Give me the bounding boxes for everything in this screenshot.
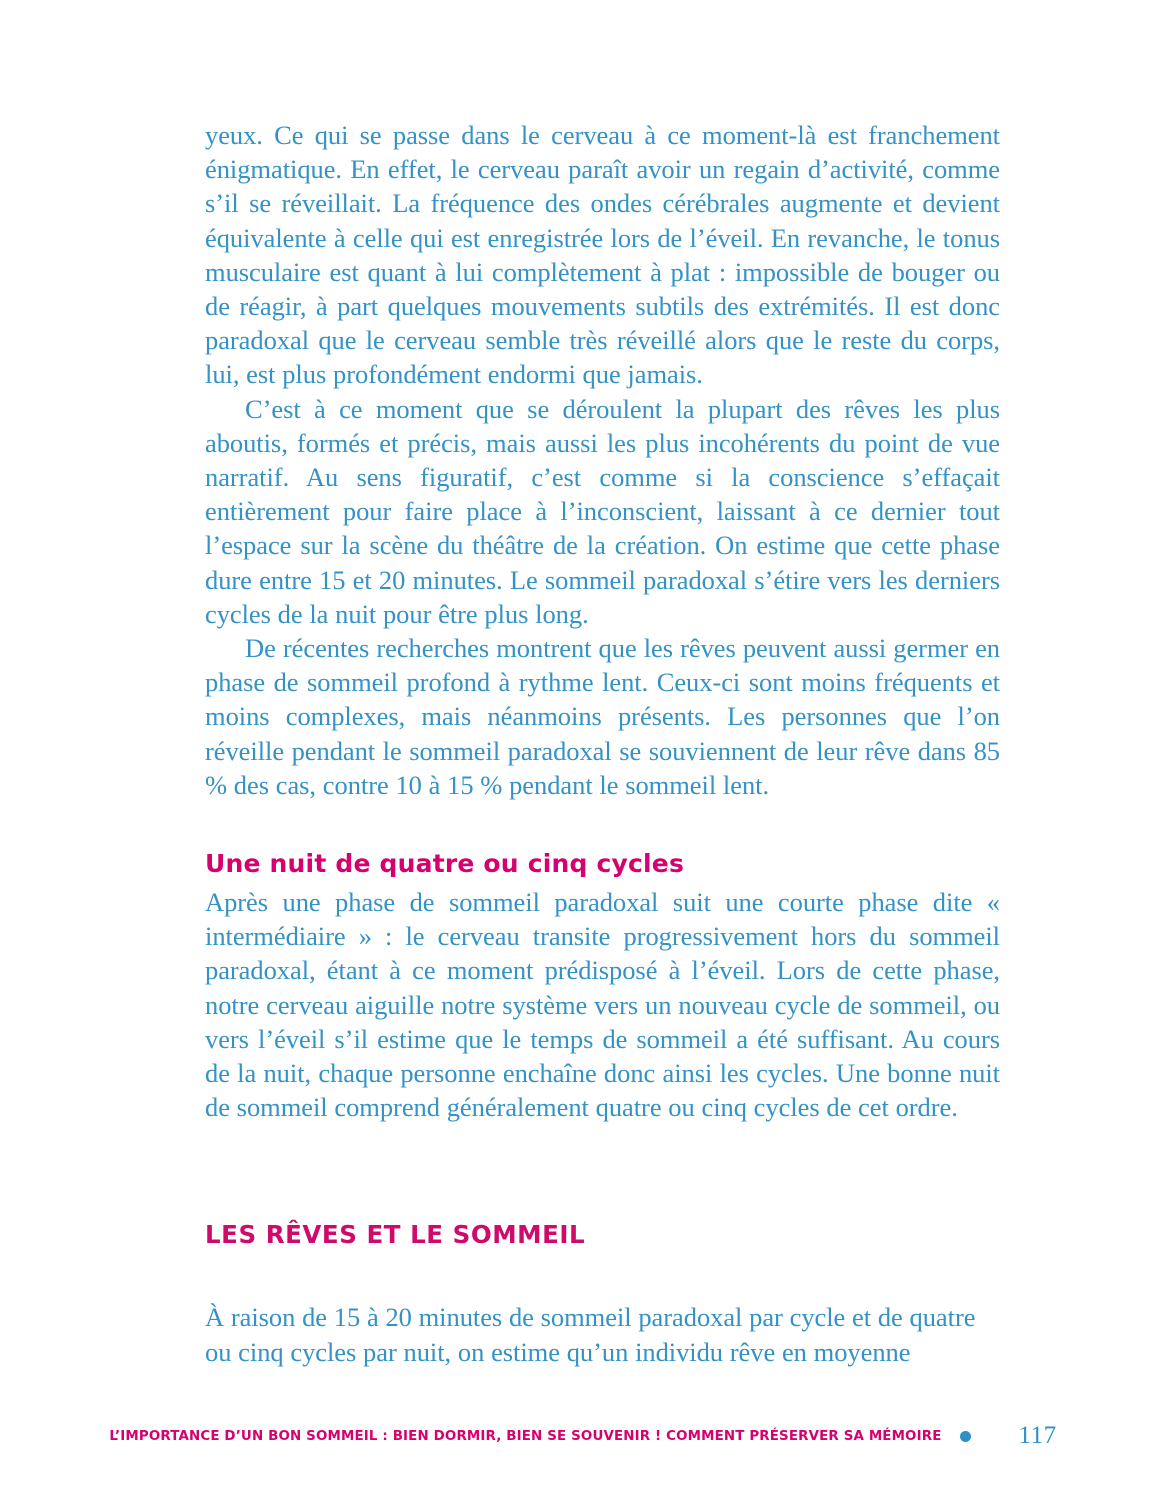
paragraph-1: yeux. Ce qui se passe dans le cerveau à ce moment-là est franchement énigmatique. En effet, le cerveau paraît avoir un regain d’activité, comme s’il se réveillait. La fréquence des ondes cérébrales augmente et devient équivalente à celle qui est enregistrée lors de l’éveil. En revanche, le tonus musculaire est quant à lui complètement à plat : impossible de bouger ou de réagir, à part quelques mouvements subtils des extrémités. Il est donc paradoxal que le cerveau semble très réveillé alors que le reste du corps, lui, est plus profondément endormi que jamais. — [205, 120, 1000, 390]
subsection-paragraph: Après une phase de sommeil paradoxal suit une courte phase dite « intermédiaire » : le cerveau transite progressivement hors du sommeil paradoxal, étant à ce moment prédisposé à l’éveil. Lors de cette phase, notre cerveau aiguille notre système vers un nouveau cycle de sommeil, ou vers l’éveil s’il estime que le temps de sommeil a été suffisant. Au cours de la nuit, chaque personne enchaîne donc ainsi les cycles. Une bonne nuit de sommeil comprend généralement quatre ou cinq cycles de cet ordre. — [205, 887, 1000, 1123]
section-paragraph: À raison de 15 à 20 minutes de sommeil paradoxal par cycle et de quatre ou cinq cycles par nuit, on estime qu’un individu rêve en moyenne — [205, 1302, 976, 1367]
running-title: L’IMPORTANCE D’UN BON SOMMEIL : BIEN DORMIR, BIEN SE SOUVENIR ! COMMENT PRÉSERVER SA MÉMOIRE — [109, 1428, 942, 1444]
footer-inner — [109, 1422, 1056, 1450]
page-content — [205, 118, 1000, 1369]
spacer-before-section-heading — [205, 1124, 1000, 1220]
spacer-before-subheading — [205, 802, 1000, 848]
section-heading: LES RÊVES ET LE SOMMEIL — [205, 1220, 586, 1250]
dot-icon — [960, 1431, 971, 1442]
page-number: 117 — [1018, 1422, 1057, 1449]
spacer-after-section-heading — [205, 1250, 1000, 1300]
page-footer — [0, 1421, 1166, 1451]
subsection-heading: Une nuit de quatre ou cinq cycles — [205, 849, 685, 879]
paragraph-2: C’est à ce moment que se déroulent la plupart des rêves les plus aboutis, formés et précis, mais aussi les plus incohérents du point de vue narratif. Au sens figuratif, c’est comme si la conscience s’effaçait entièrement pour faire place à l’inconscient, laissant à ce dernier tout l’espace sur la scène du théâtre de la création. On estime que cette phase dure entre 15 et 20 minutes. Le sommeil paradoxal s’étire vers les derniers cycles de la nuit pour être plus long. — [205, 393, 1000, 629]
paragraph-3: De récentes recherches montrent que les rêves peuvent aussi germer en phase de sommeil profond à rythme lent. Ceux-ci sont moins fréquents et moins complexes, mais néanmoins présents. Les personnes que l’on réveille pendant le sommeil paradoxal se souviennent de leur rêve dans 85 % des cas, contre 10 à 15 % pendant le sommeil lent. — [205, 633, 1000, 800]
